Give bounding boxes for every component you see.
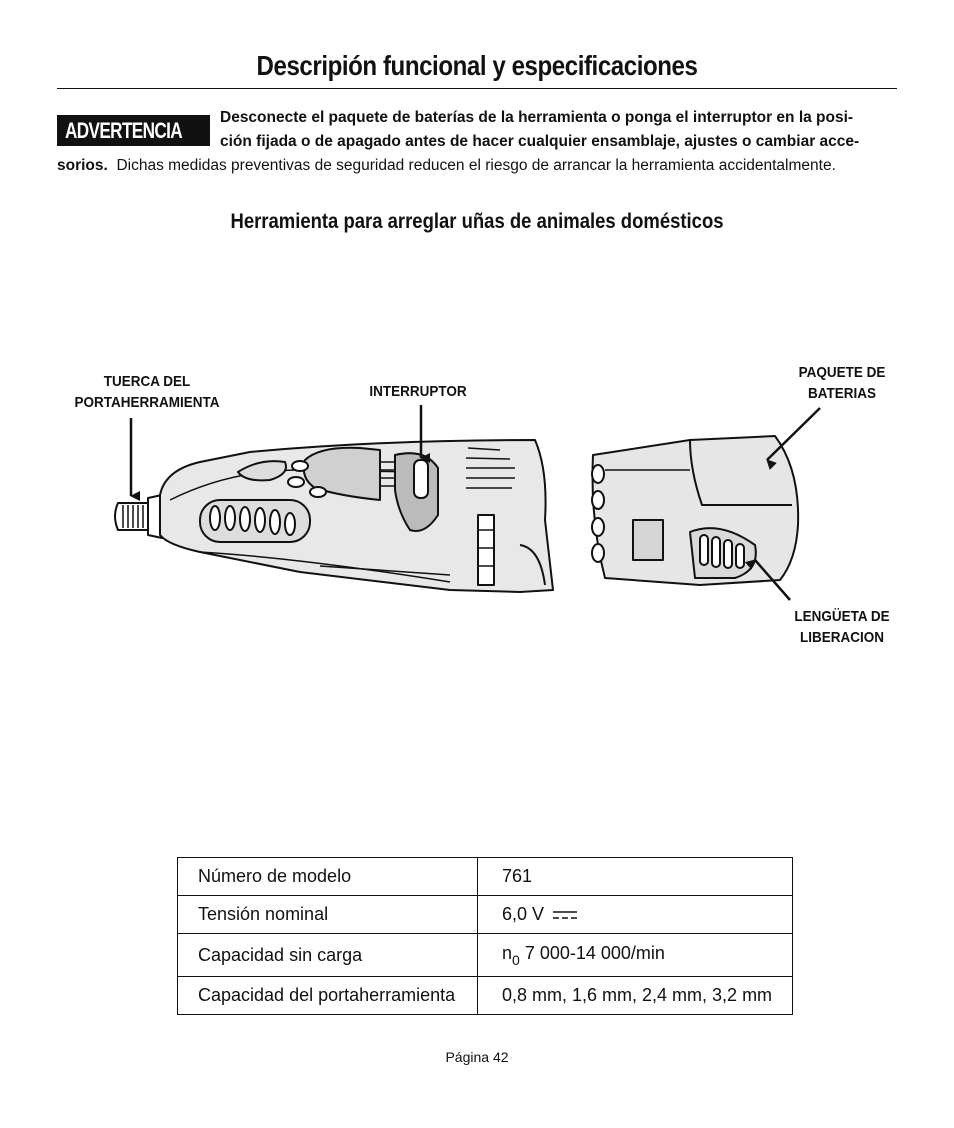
spec-table [177,857,793,1015]
callout-lengueta: LENGÜETA DE LIBERACION [794,608,890,646]
spec-label: Número de modelo [178,858,478,896]
warning-text-line2: ción fijada o de apagado antes de hacer cualquier ensamblaje, ajustes o cambiar acce- [220,133,860,150]
table-row [178,896,793,934]
table-row [178,977,793,1015]
spec-value: 6,0 V [478,896,793,934]
arrow-paquete [767,408,820,460]
spec-label: Capacidad del portaherramienta [178,977,478,1015]
rotary-tool-body [160,440,553,592]
spec-label: Tensión nominal [178,896,478,934]
callout-tuerca: TUERCA DEL PORTAHERRAMIENTA [74,373,220,411]
warning-text-bold: sorios. [57,157,108,174]
spec-label: Capacidad sin carga [178,934,478,977]
callout-interruptor: INTERRUPTOR [369,383,467,400]
warning-text-rest: Dichas medidas preventivas de seguridad reducen el riesgo de arrancar la herramienta accidentalmente. [116,157,836,174]
section-subtitle: Herramienta para arreglar uñas de animales domésticos [230,210,724,233]
spec-value: 761 [478,858,793,896]
callout-paquete: PAQUETE DE BATERIAS [798,364,886,402]
page-title: Descripión funcional y especificaciones [256,50,698,81]
table-row [178,858,793,896]
collet-nut [115,495,162,538]
spec-value: $n_0$ 7 000-14 000/min [478,934,793,977]
direct-current-icon [553,910,577,920]
warning-label: ADVERTENCIA [65,117,183,143]
table-row [178,934,793,977]
spec-value: 0,8 mm, 1,6 mm, 2,4 mm, 3,2 mm [478,977,793,1015]
page-number: Página 42 [445,1049,509,1065]
warning-text-line1: Desconecte el paquete de baterías de la herramienta o ponga el interruptor en la posi- [220,109,854,126]
